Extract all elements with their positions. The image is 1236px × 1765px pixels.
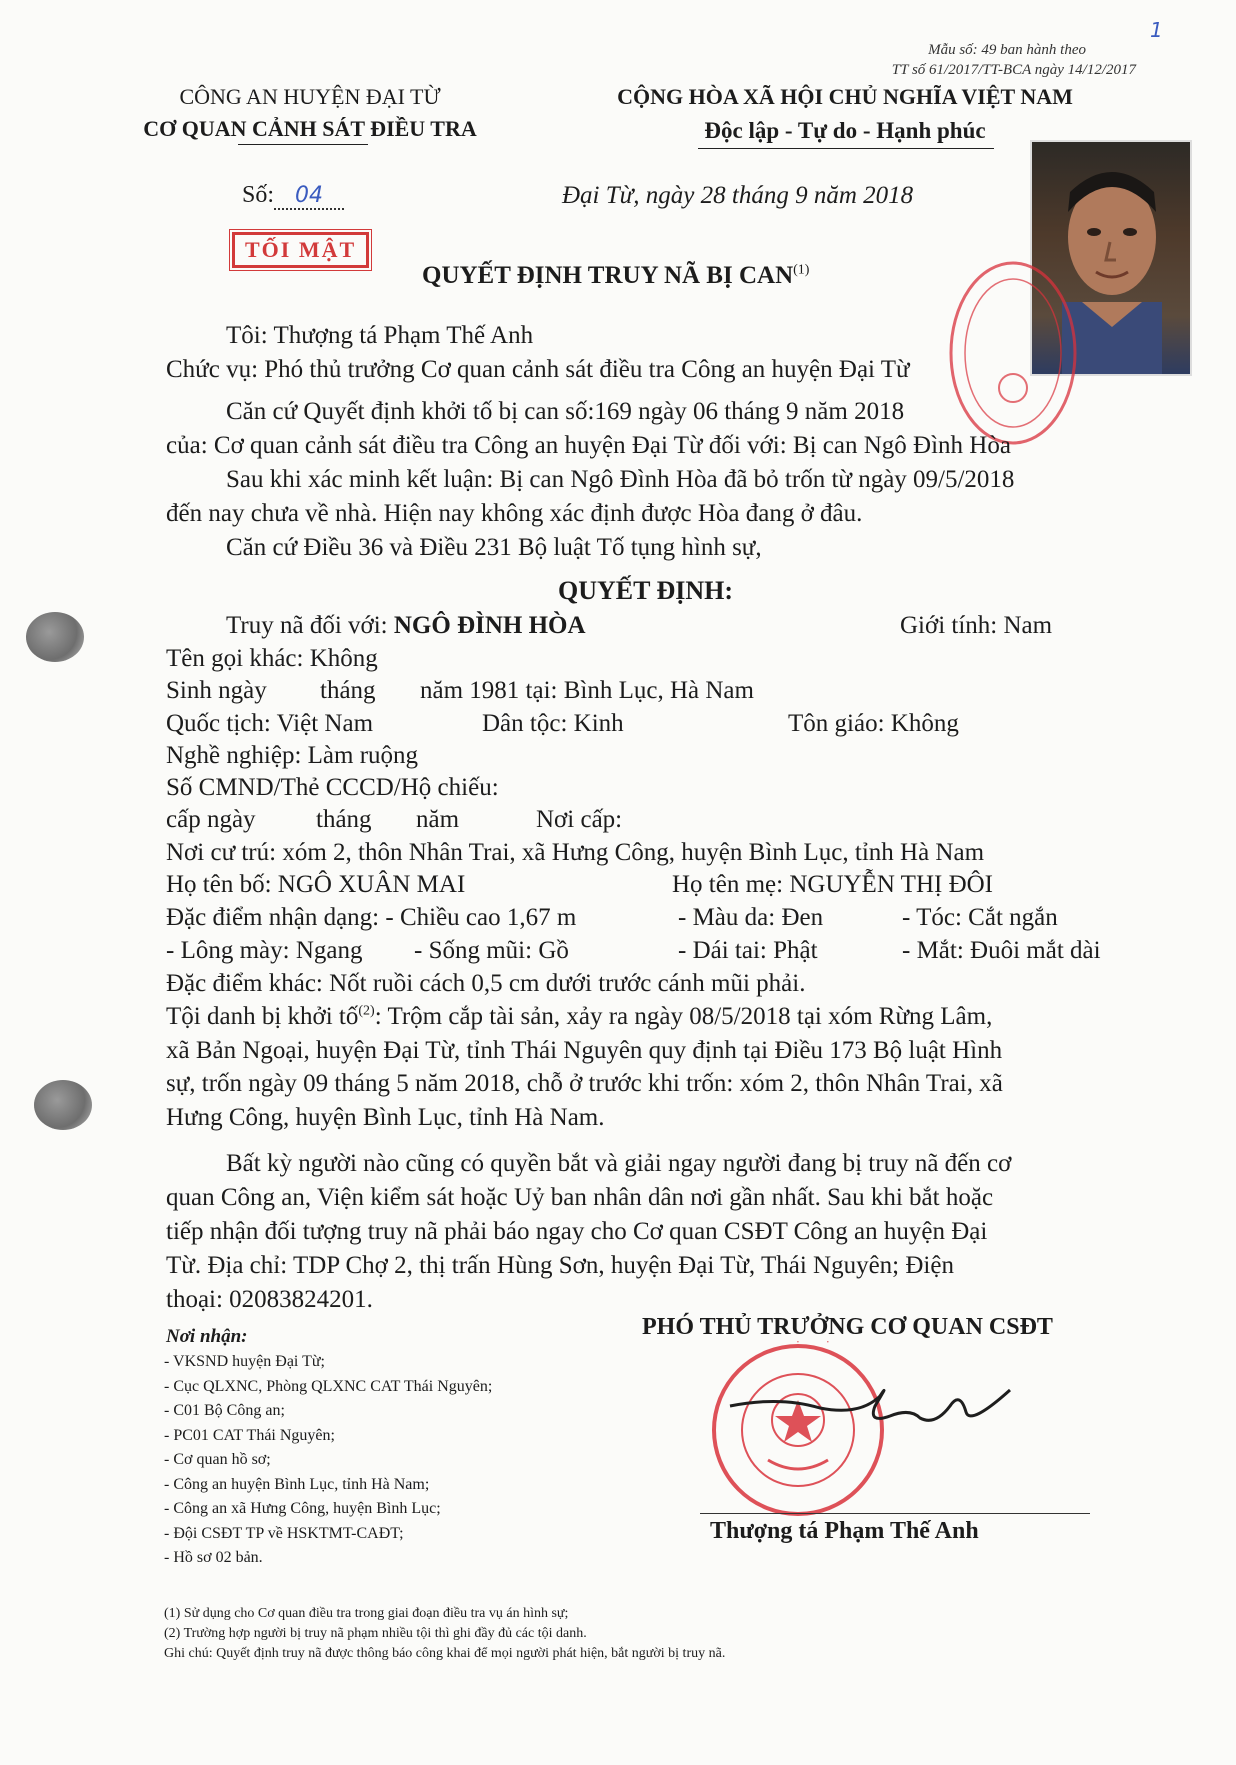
position-line: Chức vụ: Phó thủ trưởng Cơ quan cảnh sát điều tra Công an huyện Đại Từ xyxy=(166,356,910,383)
recipient-item: - VKSND huyện Đại Từ; xyxy=(164,1353,325,1370)
issue-month-label: tháng xyxy=(316,806,372,833)
national-motto: Độc lập - Tự do - Hạnh phúc xyxy=(704,118,986,143)
motto-underline xyxy=(698,148,994,149)
eye-field: - Mắt: Đuôi mắt dài xyxy=(902,937,1101,964)
basis-line: Căn cứ Quyết định khởi tố bị can số:169 ngày 06 tháng 9 năm 2018 xyxy=(226,398,905,425)
recipient-item: - Công an huyện Bình Lục, tỉnh Hà Nam; xyxy=(164,1475,430,1493)
svg-text:CÔNG AN HUYỆN ĐẠI TỪ-T. THÁI N xyxy=(708,1340,888,1343)
agency-underline xyxy=(238,144,368,145)
charge-line-3: sự, trốn ngày 09 tháng 5 năm 2018, chỗ ở trước khi trốn: xóm 2, thôn Nhân Trai, xã xyxy=(166,1070,1003,1097)
punch-hole-bottom xyxy=(34,1080,92,1130)
ethnicity-field: Dân tộc: Kinh xyxy=(482,710,624,737)
verification-line-2: đến nay chưa về nhà. Hiện nay không xác định được Hòa đang ở đâu. xyxy=(166,500,863,527)
title-footnote-ref: (1) xyxy=(793,262,810,278)
closing-line-3: tiếp nhận đối tượng truy nã phải báo ngay cho Cơ quan CSĐT Công an huyện Đại xyxy=(166,1218,988,1245)
charge-line-4: Hưng Công, huyện Bình Lục, tỉnh Hà Nam. xyxy=(166,1104,605,1131)
document-number xyxy=(242,182,344,210)
id-card-field: Số CMND/Thẻ CCCD/Hộ chiếu: xyxy=(166,774,499,801)
eyebrow-field: - Lông mày: Ngang xyxy=(166,937,363,964)
closing-line-4: Từ. Địa chỉ: TDP Chợ 2, thị trấn Hùng Sơn, huyện Đại Từ, Thái Nguyên; Điện xyxy=(166,1252,954,1279)
identification-height: Đặc điểm nhận dạng: - Chiều cao 1,67 m xyxy=(166,904,577,931)
recipient-item: - Hồ sơ 02 bản. xyxy=(164,1549,263,1566)
corner-mark: 1 xyxy=(1150,18,1163,42)
decision-heading: QUYẾT ĐỊNH: xyxy=(558,576,734,605)
nose-field: - Sống mũi: Gồ xyxy=(414,937,569,964)
closing-line-2: quan Công an, Viện kiểm sát hoặc Uỷ ban nhân dân nơi gần nhất. Sau khi bắt hoặc xyxy=(166,1184,994,1211)
document-title xyxy=(422,262,809,290)
hair-field: - Tóc: Cắt ngắn xyxy=(902,904,1058,931)
recipient-item: - C01 Bộ Công an; xyxy=(164,1402,285,1419)
birth-day-label: Sinh ngày xyxy=(166,677,267,704)
signer-position: PHÓ THỦ TRƯỞNG CƠ QUAN CSĐT xyxy=(642,1314,1053,1340)
agency-name: CÔNG AN HUYỆN ĐẠI TỪ xyxy=(179,84,441,109)
issue-day-label: cấp ngày xyxy=(166,806,256,833)
handwritten-signature xyxy=(720,1366,1020,1451)
closing-line-1: Bất kỳ người nào cũng có quyền bắt và giải ngay người đang bị truy nã đến cơ xyxy=(226,1150,1012,1177)
agency-department: CƠ QUAN CẢNH SÁT ĐIỀU TRA xyxy=(143,116,477,141)
father-field: Họ tên bố: NGÔ XUÂN MAI xyxy=(166,871,466,898)
form-note-line2: TT số 61/2017/TT-BCA ngày 14/12/2017 xyxy=(891,62,1136,78)
verification-line: Sau khi xác minh kết luận: Bị can Ngô Đình Hòa đã bỏ trốn từ ngày 09/5/2018 xyxy=(226,466,1015,493)
charge-footnote-ref: (2) xyxy=(358,1003,375,1019)
recipients-list xyxy=(164,1350,492,1571)
title-text: QUYẾT ĐỊNH TRUY NÃ BỊ CAN xyxy=(422,262,794,289)
other-features: Đặc điểm khác: Nốt ruồi cách 0,5 cm dưới trước cánh mũi phải. xyxy=(166,970,806,997)
charge-line-1 xyxy=(166,1003,992,1031)
national-title: CỘNG HÒA XÃ HỘI CHỦ NGHĨA VIỆT NAM xyxy=(617,84,1073,109)
nationality-field: Quốc tịch: Việt Nam xyxy=(166,710,374,737)
footnote-note: Ghi chú: Quyết định truy nã được thông báo công khai để mọi người phát hiện, bắt người bị truy nã. xyxy=(164,1646,726,1661)
issue-place-label: Nơi cấp: xyxy=(536,806,623,833)
seal-stamp-top xyxy=(948,258,1078,453)
wanted-prefix: Truy nã đối với: xyxy=(226,612,394,639)
residence-field: Nơi cư trú: xóm 2, thôn Nhân Trai, xã Hưng Công, huyện Bình Lục, tỉnh Hà Nam xyxy=(166,839,985,866)
number-label: Số: xyxy=(242,182,275,208)
signer-name: Thượng tá Phạm Thế Anh xyxy=(710,1518,979,1544)
issuer-line: Tôi: Thượng tá Phạm Thế Anh xyxy=(226,322,534,349)
number-value: 04 xyxy=(274,183,344,210)
recipients-heading: Nơi nhận: xyxy=(166,1326,248,1347)
punch-hole-top xyxy=(26,612,84,662)
skin-field: - Màu da: Đen xyxy=(678,904,824,931)
footnote-2: (2) Trường hợp người bị truy nã phạm nhiều tội thì ghi đầy đủ các tội danh. xyxy=(164,1626,587,1641)
alias-field: Tên gọi khác: Không xyxy=(166,645,378,672)
signature-line xyxy=(700,1513,1090,1514)
birth-year-place: năm 1981 tại: Bình Lục, Hà Nam xyxy=(420,677,754,704)
occupation-field: Nghề nghiệp: Làm ruộng xyxy=(166,742,419,769)
place-date: Đại Từ, ngày 28 tháng 9 năm 2018 xyxy=(562,182,914,209)
recipient-item: - Công an xã Hưng Công, huyện Bình Lục; xyxy=(164,1500,441,1517)
birth-month-label: tháng xyxy=(320,677,376,704)
secret-stamp: TỐI MẬT xyxy=(232,232,369,268)
recipient-item: - Cục QLXNC, Phòng QLXNC CAT Thái Nguyên; xyxy=(164,1377,493,1395)
basis-agency-line: của: Cơ quan cảnh sát điều tra Công an huyện Đại Từ đối với: Bị can Ngô Đình Hòa xyxy=(166,432,1011,459)
wanted-line xyxy=(226,612,586,640)
recipient-item: - PC01 CAT Thái Nguyên; xyxy=(164,1426,335,1444)
gender-field: Giới tính: Nam xyxy=(900,612,1053,639)
recipient-item: - Đội CSĐT TP về HSKTMT-CAĐT; xyxy=(164,1524,404,1542)
charge-label: Tội danh bị khởi tố xyxy=(166,1003,359,1030)
charge-line-2: xã Bản Ngoại, huyện Đại Từ, tỉnh Thái Nguyên quy định tại Điều 173 Bộ luật Hình xyxy=(166,1037,1003,1064)
recipient-item: - Cơ quan hồ sơ; xyxy=(164,1451,271,1468)
legal-basis-line: Căn cứ Điều 36 và Điều 231 Bộ luật Tố tụng hình sự, xyxy=(226,534,762,561)
mother-field: Họ tên mẹ: NGUYỄN THỊ ĐÔI xyxy=(672,871,994,898)
wanted-name: NGÔ ĐÌNH HÒA xyxy=(393,612,586,639)
form-note-line1: Mẫu số: 49 ban hành theo xyxy=(928,42,1086,58)
charge-text: : Trộm cắp tài sản, xảy ra ngày 08/5/2018 tại xóm Rừng Lâm, xyxy=(374,1003,993,1030)
issue-year-label: năm xyxy=(416,806,460,833)
footnote-1: (1) Sử dụng cho Cơ quan điều tra trong giai đoạn điều tra vụ án hình sự; xyxy=(164,1606,569,1621)
closing-line-5: thoại: 02083824201. xyxy=(166,1286,373,1313)
religion-field: Tôn giáo: Không xyxy=(788,710,959,737)
ear-field: - Dái tai: Phật xyxy=(678,937,818,964)
